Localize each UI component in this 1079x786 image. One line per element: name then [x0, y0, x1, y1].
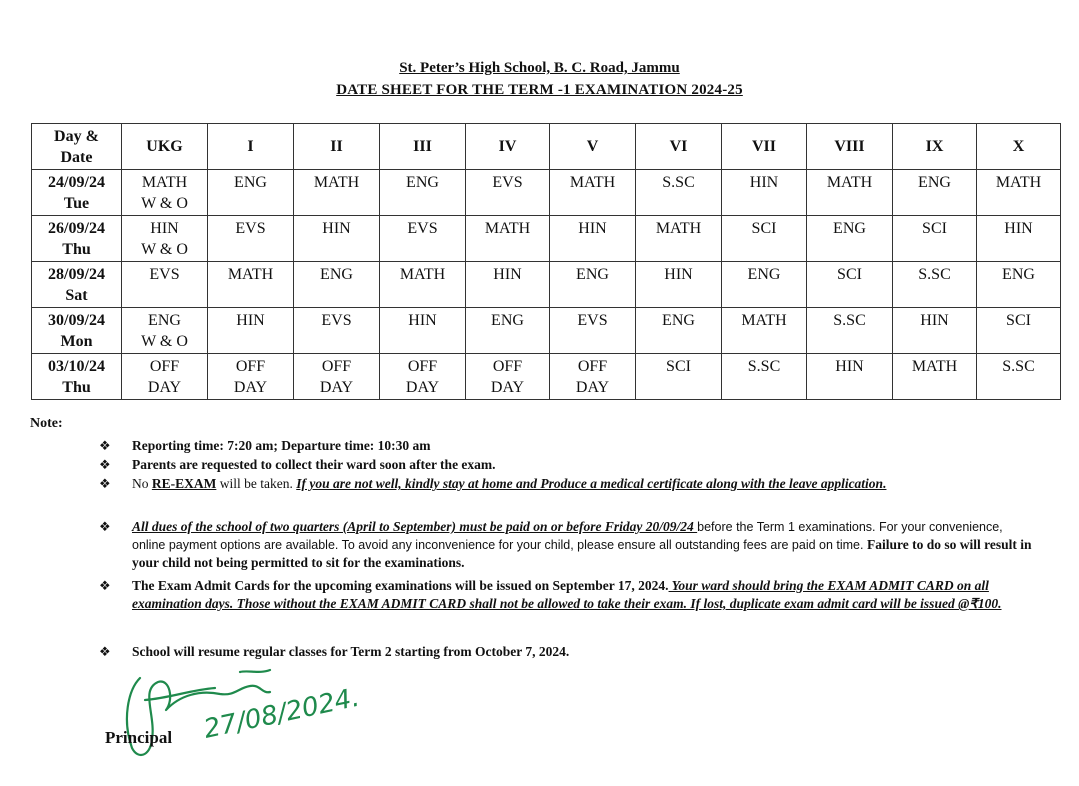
signature-date: 27/08/2024.: [201, 682, 363, 745]
table-body: [32, 170, 1061, 400]
table-header-row: [32, 124, 1061, 170]
column-header-day-date: Day & Date: [32, 124, 122, 170]
note-collect-ward: Parents are requested to collect their ward soon after the exam.: [132, 457, 496, 472]
subject-cell: EVS: [380, 216, 466, 262]
column-header-class: VI: [636, 124, 722, 170]
table-row: [32, 170, 1061, 216]
note-term2: School will resume regular classes for Term 2 starting from October 7, 2024.: [132, 644, 570, 659]
note-item: [99, 456, 1034, 474]
date-cell: 24/09/24 Tue: [32, 170, 122, 216]
subject-cell: S.SC: [893, 262, 977, 308]
column-header-class: VIII: [807, 124, 893, 170]
column-header-class: I: [208, 124, 294, 170]
subject-cell: EVS: [208, 216, 294, 262]
column-header-class: IX: [893, 124, 977, 170]
subject-cell: MATH: [807, 170, 893, 216]
bullet-icon: ❖: [99, 476, 111, 491]
subject-cell: SCI: [807, 262, 893, 308]
subject-cell: OFF DAY: [550, 354, 636, 400]
subject-cell: MATH: [550, 170, 636, 216]
note-item: [99, 475, 1034, 493]
subject-cell: HIN: [550, 216, 636, 262]
note-item: [99, 518, 1034, 572]
date-cell: 26/09/24 Thu: [32, 216, 122, 262]
subject-cell: HIN: [466, 262, 550, 308]
subject-cell: HIN: [807, 354, 893, 400]
note-item: [99, 437, 1034, 455]
note-text: No: [132, 476, 152, 491]
table-row: [32, 216, 1061, 262]
subject-cell: EVS: [294, 308, 380, 354]
subject-cell: ENG: [977, 262, 1061, 308]
note-title: Note:: [30, 416, 63, 431]
bullet-icon: ❖: [99, 644, 111, 659]
note-item: [99, 643, 1034, 661]
note-text: All dues of the school of two quarters (April to September) must be paid on or before Friday 20/09/24: [132, 519, 698, 534]
subject-cell: MATH: [208, 262, 294, 308]
subject-cell: MATH: [636, 216, 722, 262]
table-row: [32, 308, 1061, 354]
subject-cell: MATH: [722, 308, 807, 354]
subject-cell: S.SC: [722, 354, 807, 400]
subject-cell: HIN: [636, 262, 722, 308]
subject-cell: ENG: [380, 170, 466, 216]
date-cell: 30/09/24 Mon: [32, 308, 122, 354]
subject-cell: HIN: [977, 216, 1061, 262]
date-cell: 28/09/24 Sat: [32, 262, 122, 308]
table-row: [32, 354, 1061, 400]
column-header-class: II: [294, 124, 380, 170]
subject-cell: OFF DAY: [380, 354, 466, 400]
subject-cell: ENG: [722, 262, 807, 308]
subject-cell: MATH: [977, 170, 1061, 216]
subject-cell: SCI: [722, 216, 807, 262]
note-text: Failure to do so will result in your child not being permitted to sit for the examinations.: [132, 537, 1032, 570]
subject-cell: SCI: [893, 216, 977, 262]
note-text: will be taken.: [216, 476, 297, 491]
date-cell: 03/10/24 Thu: [32, 354, 122, 400]
subject-cell: MATH W & O: [122, 170, 208, 216]
subject-cell: SCI: [636, 354, 722, 400]
subject-cell: OFF DAY: [122, 354, 208, 400]
subject-cell: HIN: [294, 216, 380, 262]
school-name: St. Peter’s High School, B. C. Road, Jammu: [399, 60, 680, 76]
note-text: If you are not well, kindly stay at home and Produce a medical certificate along with the leave application.: [296, 476, 887, 491]
note-text: before the Term 1 examinations. For your convenience, online payment options are available. To avoid any inconvenience for your child, please ensure all outstanding fees are paid on time.: [132, 520, 1003, 552]
document-title: DATE SHEET FOR THE TERM -1 EXAMINATION 2024-25: [336, 82, 743, 98]
subject-cell: HIN: [208, 308, 294, 354]
principal-label: Principal: [105, 728, 173, 747]
subject-cell: ENG: [636, 308, 722, 354]
column-header-class: VII: [722, 124, 807, 170]
note-reporting-time: Reporting time: 7:20 am; Departure time: 10:30 am: [132, 438, 431, 453]
subject-cell: SCI: [977, 308, 1061, 354]
note-text: The Exam Admit Cards for the upcoming examinations will be issued on September 17, 2024.: [132, 578, 669, 593]
note-item: [99, 577, 1034, 613]
subject-cell: ENG: [466, 308, 550, 354]
subject-cell: EVS: [122, 262, 208, 308]
bullet-icon: ❖: [99, 519, 111, 534]
subject-cell: EVS: [550, 308, 636, 354]
subject-cell: OFF DAY: [466, 354, 550, 400]
table-row: [32, 262, 1061, 308]
subject-cell: ENG: [550, 262, 636, 308]
bullet-icon: ❖: [99, 457, 111, 472]
column-header-class: X: [977, 124, 1061, 170]
subject-cell: HIN: [893, 308, 977, 354]
column-header-class: V: [550, 124, 636, 170]
column-header-class: III: [380, 124, 466, 170]
note-text: Your ward should bring the EXAM ADMIT CARD on all examination days. Those without the EXAM ADMIT CARD shall not be allowed to take their exam. If lost, duplicate exam admit card will be issued @₹100.: [132, 578, 1002, 611]
note-dues: [132, 518, 1034, 572]
subject-cell: EVS: [466, 170, 550, 216]
column-header-class: UKG: [122, 124, 208, 170]
column-header-class: IV: [466, 124, 550, 170]
note-admit-card: [132, 577, 1034, 613]
subject-cell: ENG: [208, 170, 294, 216]
note-text: RE-EXAM: [151, 476, 217, 491]
subject-cell: MATH: [893, 354, 977, 400]
subject-cell: ENG: [807, 216, 893, 262]
bullet-icon: ❖: [99, 438, 111, 453]
subject-cell: MATH: [294, 170, 380, 216]
subject-cell: OFF DAY: [294, 354, 380, 400]
bullet-icon: ❖: [99, 578, 111, 593]
subject-cell: S.SC: [807, 308, 893, 354]
subject-cell: HIN: [380, 308, 466, 354]
subject-cell: S.SC: [636, 170, 722, 216]
subject-cell: MATH: [380, 262, 466, 308]
subject-cell: ENG: [893, 170, 977, 216]
subject-cell: HIN W & O: [122, 216, 208, 262]
subject-cell: OFF DAY: [208, 354, 294, 400]
subject-cell: ENG W & O: [122, 308, 208, 354]
subject-cell: MATH: [466, 216, 550, 262]
note-re-exam: [132, 475, 1034, 493]
subject-cell: S.SC: [977, 354, 1061, 400]
principal-signature: [110, 660, 370, 770]
date-sheet-table: [31, 123, 1061, 400]
subject-cell: HIN: [722, 170, 807, 216]
subject-cell: ENG: [294, 262, 380, 308]
